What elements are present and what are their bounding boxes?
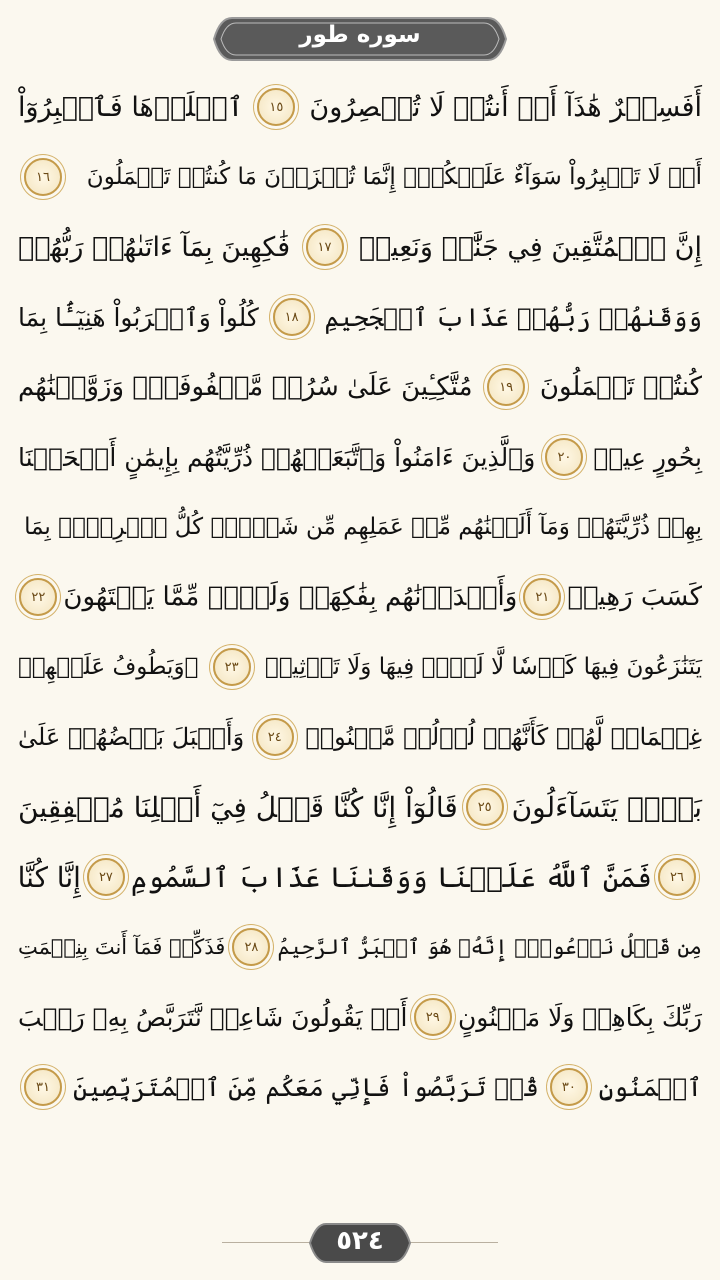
text-line [18,562,702,632]
text-line [18,72,702,142]
verse-text: وَأَقۡبَلَ بَعۡضُهُمۡ عَلَىٰ [18,723,245,751]
ayah-number-marker: ٣٠ [550,1068,588,1106]
verse-text: إِنَّا كُنَّا [17,860,81,894]
quran-text-block [18,72,702,1122]
verse-text: وَأَمۡدَدۡنَٰهُم بِفَٰكِهَةٖ وَلَحۡمٖ مِّمَّا يَشۡتَهُونَ [63,582,518,612]
text-line [18,982,702,1052]
verse-text: كَسَبَ رَهِينٞ [567,582,702,612]
verse-text: بِهِمۡ ذُرِّيَّتَهُمۡ وَمَآ أَلَتۡنَٰهُم مِّنۡ عَمَلِهِم مِّن شَيۡءٖۚ كُلُّ ٱمۡرِيِٕۭ بِمَا [24,514,702,540]
verse-text: رَبِّكَ بِكَاهِنٖ وَلَا مَجۡنُونٍ [457,1002,702,1032]
verse-text: كُلُواْ وَٱشۡرَبُواْ هَنِيٓـَٔۢا بِمَا [18,302,259,332]
text-line [18,702,702,772]
ayah-number-marker: ٢٨ [232,928,270,966]
verse-text: فَٰكِهِينَ بِمَآ ءَاتَىٰهُمۡ رَبُّهُمۡ [18,231,291,263]
ayah-number-marker: ١٧ [306,228,344,266]
ayah-number-marker: ٢٤ [256,718,294,756]
ayah-number-marker: ١٨ [273,298,311,336]
verse-text: مِن قَبۡلُ نَدۡعُوهُۖ إِنَّهُۥ هُوَ ٱلۡبَرُّ ٱلرَّحِيمُ [277,935,702,959]
verse-text: يَتَنَٰزَعُونَ فِيهَا كَأۡسٗا لَّا لَغۡوٞ فِيهَا وَلَا تَأۡثِيمٞ [264,654,702,680]
verse-text: وَوَقَىٰهُمۡ رَبُّهُمۡ عَذَابَ ٱلۡجَحِيمِ [324,302,702,332]
verse-text: فَذَكِّرۡ فَمَآ أَنتَ بِنِعۡمَتِ [18,935,226,959]
verse-text: إِنَّ ٱلۡمُتَّقِينَ فِي جَنَّٰتٖ وَنَعِيمٖ [358,231,702,263]
verse-text: أَمۡ يَقُولُونَ شَاعِرٞ نَّتَرَبَّصُ بِهِۦ رَيۡبَ [18,1002,408,1032]
page-footer [0,1218,720,1270]
text-line [18,492,702,562]
ayah-number-marker: ٢٩ [414,998,452,1036]
text-line [18,842,702,912]
page-number: ٥٢٤ [336,1226,384,1256]
ayah-number-marker: ١٩ [487,368,525,406]
surah-header [0,14,720,64]
verse-text: بَعۡضٖ يَتَسَآءَلُونَ [511,790,702,824]
text-line [18,632,702,702]
verse-text: بِحُورٍ عِينٖ [593,442,702,472]
text-line [18,772,702,842]
text-line [18,1052,702,1122]
verse-text: ۞وَيَطُوفُ عَلَيۡهِمۡ [18,654,199,680]
ayah-number-marker: ٢٠ [545,438,583,476]
verse-text: ٱلۡمَنُونِ [598,1072,702,1102]
text-line [18,352,702,422]
text-line [18,912,702,982]
verse-text: وَٱلَّذِينَ ءَامَنُواْ وَٱتَّبَعَتۡهُمۡ ذُرِّيَّتُهُم بِإِيمَٰنٍ أَلۡحَقۡنَا [18,442,536,472]
text-line [18,422,702,492]
verse-text: قُلۡ تَرَبَّصُواْ فَإِنِّي مَعَكُم مِّنَ ٱلۡمُتَرَبِّصِينَ [72,1072,539,1102]
ayah-number-marker: ٢٧ [87,858,125,896]
text-line [18,212,702,282]
text-line [18,142,702,212]
verse-text: ٱصۡلَوۡهَا فَٱصۡبِرُوٓاْ [18,91,244,123]
ayah-number-marker: ٢٦ [658,858,696,896]
ayah-number-marker: ٣١ [24,1068,62,1106]
ayah-number-marker: ٢٢ [19,578,57,616]
ayah-number-marker: ٢٥ [466,788,504,826]
surah-title: سوره طور [299,22,421,48]
verse-text: مُتَّكِـِٔينَ عَلَىٰ سُرُرٖ مَّصۡفُوفَةٖۖ وَزَوَّجۡنَٰهُم [18,372,473,402]
ayah-number-marker: ١٥ [257,88,295,126]
ayah-number-marker: ٢٣ [213,648,251,686]
verse-text: أَفَسِحۡرٌ هَٰذَآ أَمۡ أَنتُمۡ لَا تُبۡصِرُونَ [309,91,702,123]
verse-text: فَمَنَّ ٱللَّهُ عَلَيۡنَا وَوَقَىٰنَا عَذَابَ ٱلسَّمُومِ [130,860,652,894]
verse-text: قَالُوٓاْ إِنَّا كُنَّا قَبۡلُ فِيٓ أَهۡلِنَا مُشۡفِقِينَ [18,790,458,824]
verse-text: غِلۡمَانٞ لَّهُمۡ كَأَنَّهُمۡ لُؤۡلُؤٞ مَّكۡنُونٞ [305,723,702,751]
ayah-number-marker: ١٦ [24,158,62,196]
verse-text: أَوۡ لَا تَصۡبِرُواْ سَوَآءٌ عَلَيۡكُمۡۖ إِنَّمَا تُجۡزَوۡنَ مَا كُنتُمۡ تَعۡمَلُونَ [86,164,702,190]
ayah-number-marker: ٢١ [523,578,561,616]
verse-text: كُنتُمۡ تَعۡمَلُونَ [539,372,702,402]
text-line [18,282,702,352]
